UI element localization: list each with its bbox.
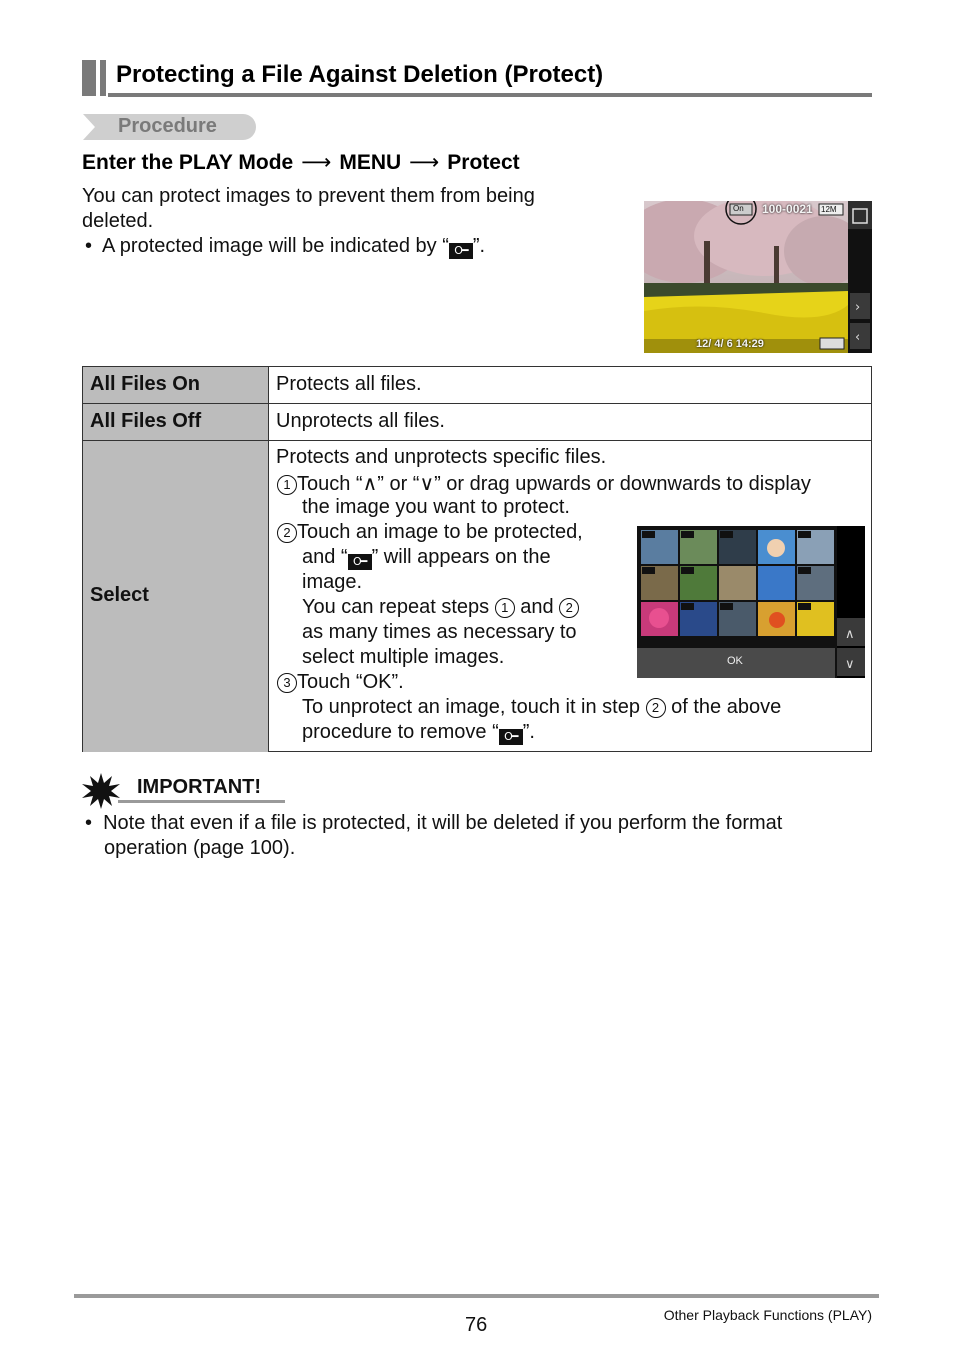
important-title: IMPORTANT!	[137, 776, 262, 798]
thumbnail-grid	[637, 526, 865, 678]
thumbnail-grid-screen	[637, 526, 865, 678]
option-label: All Files Off	[90, 410, 202, 432]
step-3-line-c	[302, 721, 535, 745]
svg-text:∨: ∨	[845, 657, 855, 672]
step-number: 1	[277, 475, 297, 495]
intro-line-2: deleted.	[82, 210, 154, 232]
option-label: Select	[90, 584, 149, 606]
key-icon: O━	[348, 554, 372, 570]
important-line-1: • Note that even if a file is protected, it will be deleted if you perform the format	[85, 812, 783, 834]
arrow-right-icon: ⟶	[409, 151, 440, 174]
step-3-b-pre: To unprotect an image, touch it in step	[302, 696, 646, 718]
option-label: All Files On	[90, 373, 201, 395]
intro-bullet-end: ”.	[472, 235, 486, 257]
option-label-cell	[83, 404, 269, 440]
footer-section: Other Playback Functions (PLAY)	[663, 1307, 872, 1323]
image-size: 12M	[821, 205, 837, 214]
step-number: 3	[277, 673, 297, 693]
option-label-cell	[83, 367, 269, 403]
key-icon: O━	[499, 729, 523, 745]
step-1-cont: the image you want to protect.	[302, 496, 570, 518]
select-intro: Protects and unprotects specific files.	[276, 446, 607, 468]
step-1	[277, 471, 811, 496]
step-2-b-post: ” will appears on the	[371, 546, 551, 568]
important-burst-icon	[82, 773, 120, 809]
step-3-c-pre: procedure to remove “	[302, 721, 499, 743]
heading-bars	[82, 60, 110, 96]
table-row	[83, 441, 871, 752]
step-3-b-post: of the above	[665, 696, 782, 718]
step-3	[277, 671, 404, 694]
important-rule	[118, 800, 285, 803]
step-number: 2	[277, 523, 297, 543]
step-2-d-pre: You can repeat steps	[302, 596, 495, 618]
step-2-line-b	[302, 546, 551, 570]
step-2-line-c: image.	[302, 571, 363, 593]
step-3-line-b	[302, 696, 781, 719]
page-number: 76	[465, 1314, 488, 1336]
option-label-cell	[83, 441, 269, 752]
protect-options-table	[82, 366, 872, 752]
step-number: 2	[646, 698, 666, 718]
footer-rule	[74, 1294, 879, 1298]
intro-line-1: You can protect images to prevent them from being	[82, 185, 535, 207]
file-number: 100-0021	[762, 202, 813, 216]
svg-text:∧: ∧	[845, 627, 855, 642]
cherry-blossom-scene	[644, 201, 872, 353]
protect-badge: On	[733, 204, 744, 213]
important-line-2: operation (page 100).	[104, 837, 296, 859]
key-icon: O━	[449, 243, 473, 259]
step-2-text: Touch an image to be protected,	[297, 521, 583, 543]
step-1-text: Touch “∧” or “∨” or drag upwards or downwards to display	[297, 473, 811, 495]
table-row	[83, 404, 871, 441]
table-row	[83, 367, 871, 404]
step-2-d-and: and	[514, 596, 560, 618]
menu-path	[82, 150, 520, 175]
path-start: Enter the PLAY Mode	[82, 151, 294, 174]
procedure-notch	[83, 114, 95, 140]
step-3-text: Touch “OK”.	[297, 671, 404, 693]
step-3-c-post: ”.	[522, 721, 535, 743]
step-2-line-d	[302, 596, 579, 619]
arrow-right-icon: ⟶	[301, 151, 332, 174]
procedure-label: Procedure	[118, 115, 217, 137]
option-desc: Unprotects all files.	[276, 410, 445, 432]
step-2-line-f: select multiple images.	[302, 646, 505, 668]
step-number: 1	[495, 598, 515, 618]
path-end: Protect	[447, 151, 520, 174]
heading-rule	[108, 93, 872, 97]
photo-date: 12/ 4/ 6 14:29	[696, 338, 764, 350]
intro-bullet	[85, 234, 485, 259]
intro-bullet-text: • A protected image will be indicated by “	[85, 235, 449, 257]
path-menu: MENU	[339, 151, 402, 174]
option-desc: Protects all files.	[276, 373, 422, 395]
svg-text:›: ›	[855, 300, 861, 315]
ok-button[interactable]: OK	[727, 655, 743, 667]
page-title: Protecting a File Against Deletion (Protect)	[116, 61, 604, 88]
step-2	[277, 521, 583, 544]
camera-playback-photo	[644, 201, 872, 353]
step-number: 2	[559, 598, 579, 618]
svg-text:‹: ‹	[855, 330, 861, 345]
step-2-line-e: as many times as necessary to	[302, 621, 577, 643]
step-2-b-pre: and “	[302, 546, 348, 568]
